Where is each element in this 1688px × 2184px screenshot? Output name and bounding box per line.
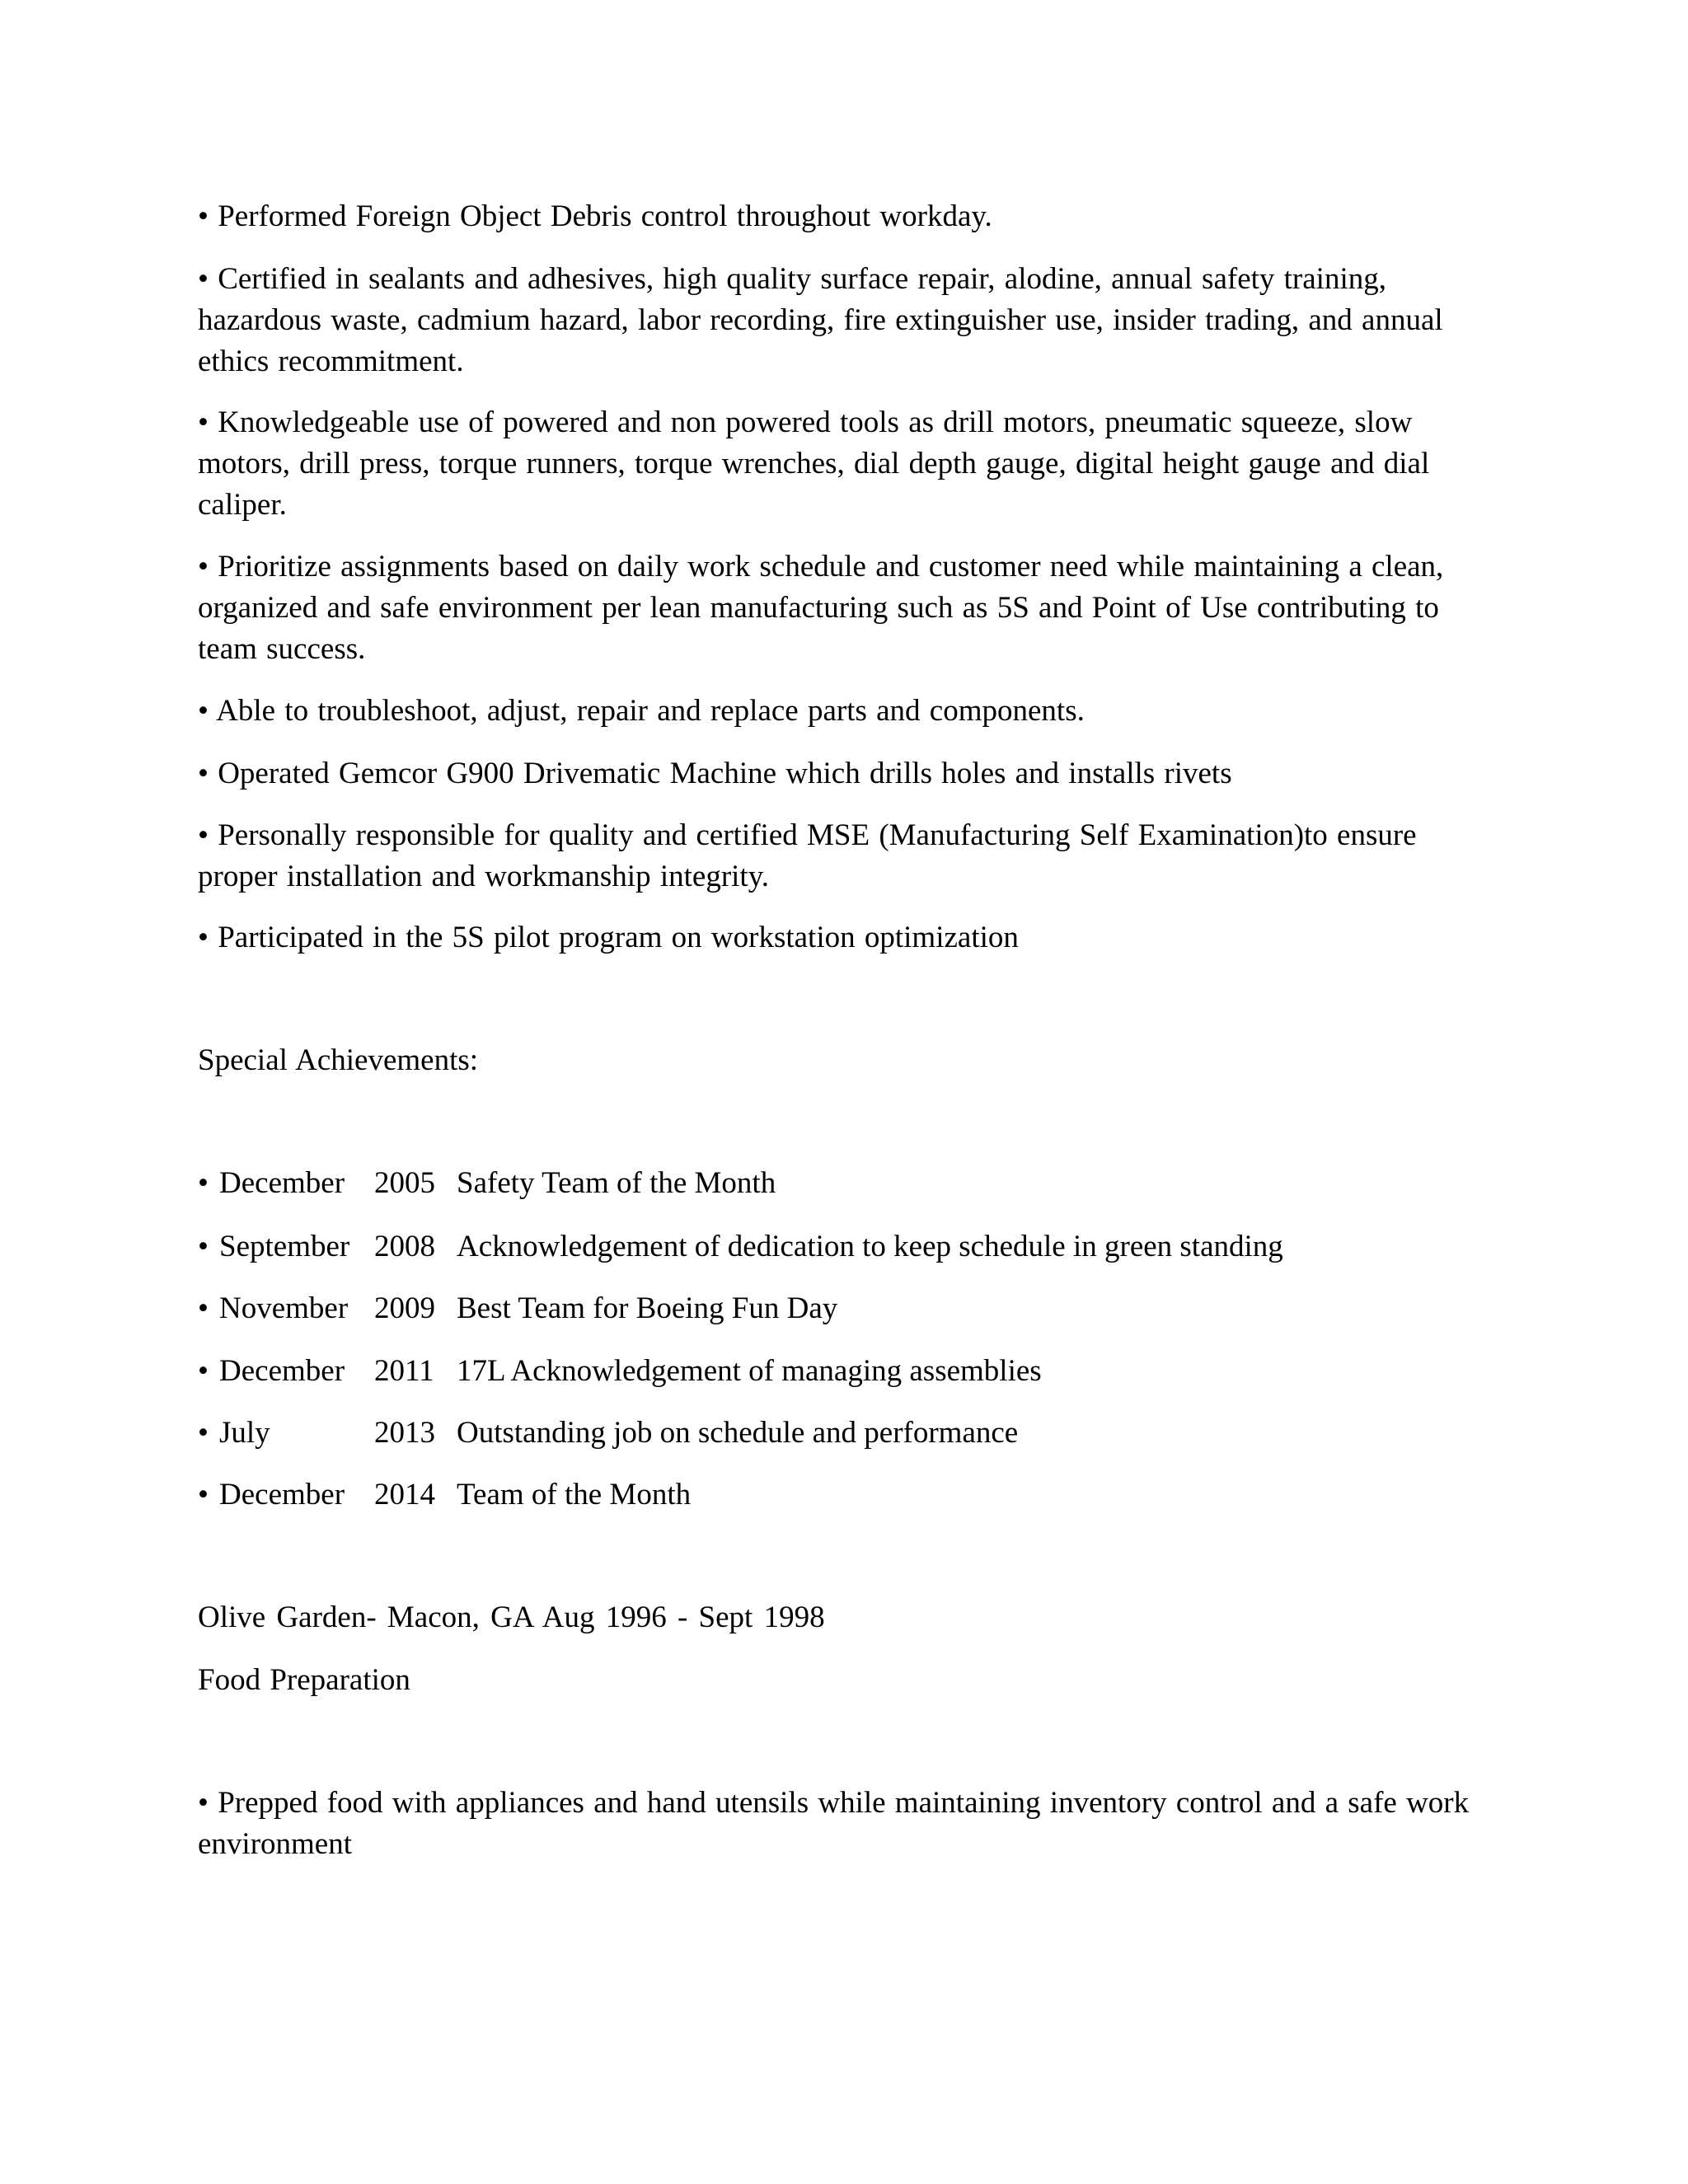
achievement-item — [198, 1288, 837, 1329]
achievement-year: 2009 — [374, 1291, 435, 1325]
achievement-month: July — [219, 1416, 270, 1450]
achievement-month: December — [219, 1478, 345, 1511]
experience-bullet: • Able to troubleshoot, adjust, repair and replace parts and components. — [198, 694, 1085, 728]
achievement-month: December — [219, 1166, 345, 1200]
bullet: • — [198, 1166, 209, 1200]
achievement-item — [198, 1413, 1018, 1454]
achievement-year: 2011 — [374, 1354, 434, 1388]
achievement-item — [198, 1226, 1283, 1268]
experience-bullet: • Operated Gemcor G900 Drivematic Machine which drills holes and installs rivets — [198, 757, 1232, 790]
bullet: • — [198, 1291, 209, 1325]
achievement-text: Team of the Month — [457, 1478, 692, 1511]
experience-bullet: • Prioritize assignments based on daily work schedule and customer need while maintaining a clean, organized and safe environment per lean manufacturing such as 5S and Point of Use contributing to team success. — [198, 550, 1444, 666]
achievement-item — [198, 1474, 691, 1516]
experience-bullet: • Personally responsible for quality and certified MSE (Manufacturing Self Examination)to ensure proper installation and workmanship integrity. — [198, 818, 1417, 893]
achievement-year: 2013 — [374, 1416, 435, 1450]
experience-bullet: • Performed Foreign Object Debris control throughout workday. — [198, 199, 992, 233]
bullet: • — [198, 1230, 209, 1263]
job-title: Food Preparation — [198, 1663, 410, 1697]
section-heading-achievements: Special Achievements: — [198, 1043, 479, 1077]
achievement-text: Best Team for Boeing Fun Day — [457, 1291, 838, 1325]
achievement-text: Safety Team of the Month — [457, 1166, 776, 1200]
bullet: • — [198, 1354, 209, 1388]
achievement-text: Outstanding job on schedule and performance — [457, 1416, 1019, 1450]
achievement-year: 2014 — [374, 1478, 435, 1511]
achievement-item — [198, 1351, 1042, 1392]
job-bullet: • Prepped food with appliances and hand utensils while maintaining inventory control and a safe work environment — [198, 1786, 1470, 1861]
achievement-year: 2005 — [374, 1166, 435, 1200]
achievement-month: November — [219, 1291, 349, 1325]
achievement-month: September — [219, 1230, 350, 1263]
achievement-item — [198, 1163, 776, 1204]
experience-bullet: • Knowledgeable use of powered and non powered tools as drill motors, pneumatic squeeze, slow motors, drill press, torque runners, torque wrenches, dial depth gauge, digital height gauge and dial caliper. — [198, 405, 1430, 522]
job-employer-line: Olive Garden- Macon, GA Aug 1996 - Sept 1998 — [198, 1601, 825, 1634]
achievement-text: Acknowledgement of dedication to keep schedule in green standing — [457, 1230, 1283, 1263]
experience-bullet: • Certified in sealants and adhesives, high quality surface repair, alodine, annual safety training, hazardous waste, cadmium hazard, labor recording, fire extinguisher use, insider trading, and annual ethics recommitment. — [198, 262, 1443, 378]
achievement-year: 2008 — [374, 1230, 435, 1263]
experience-bullet: • Participated in the 5S pilot program on workstation optimization — [198, 921, 1019, 954]
achievement-month: December — [219, 1354, 345, 1388]
achievement-text: 17L Acknowledgement of managing assemblies — [457, 1354, 1042, 1388]
bullet: • — [198, 1478, 209, 1511]
bullet: • — [198, 1416, 209, 1450]
